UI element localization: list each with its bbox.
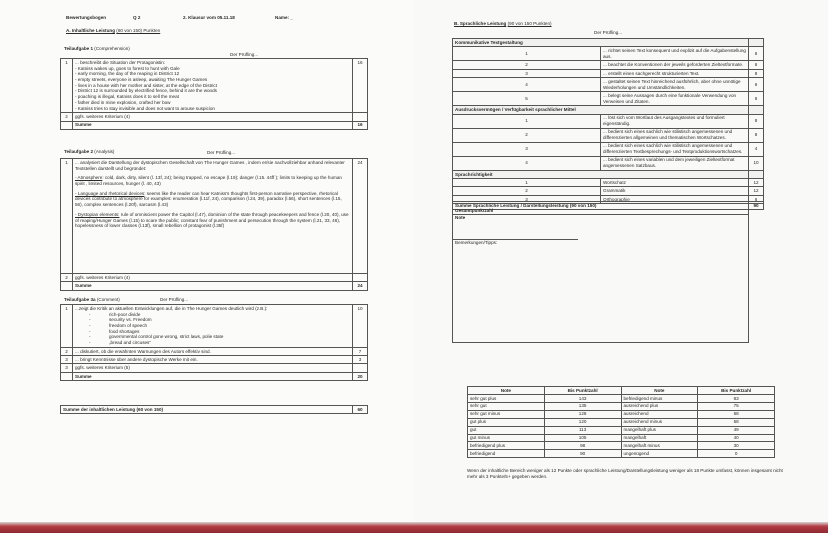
section-b-points: (90 von 150 Punkten) xyxy=(507,21,552,26)
grade-name: ausreichend plus xyxy=(621,402,698,410)
t2-dystopian: rule of omniscient power the Capitol (l.47), dominion of the state through peacekeepers and fence (l.20, 40), use of reaping/Hunger Games (l.15) to scare the public; constant fear of punishment and persecution through the system (l.21, 33, 46), hopelessness of lower classes (l.13f), small rebellion of protagonist (l.35f) xyxy=(75,211,349,229)
t2-atmosphere-heading: - Atmosphere xyxy=(75,175,103,181)
scan-edge xyxy=(0,522,828,533)
t2-subtitle: (Analysis) xyxy=(94,149,115,154)
pruefling-label: Der Prüfling... xyxy=(207,150,236,155)
row-number: 3 xyxy=(61,364,73,372)
t3-bullet: - security vs. Freedom xyxy=(75,317,350,323)
t1-line: - Katniss wakes up, goes to forest to hunt with Gale xyxy=(75,65,180,71)
grade-points: 0 xyxy=(698,450,775,458)
row-criterion: ... löst sich vom Wortlaut des Ausgangstextes und formuliert eigenständig. xyxy=(601,114,749,128)
grade-name: ausreichend xyxy=(621,410,698,418)
grade-name: sehr gut xyxy=(468,402,545,410)
row-number: 4 xyxy=(453,78,601,92)
row-criterion: ... diskutiert, ob die erwähnten Warnungen des Autors effektiv sind. xyxy=(73,347,353,355)
t2-sum: 24 xyxy=(353,282,368,290)
t2-criteria xyxy=(73,159,353,274)
grade-name: befriedigend plus xyxy=(468,442,545,450)
footnote: Wenn der inhaltliche Bereich weniger als 12 Punkte oder sprachliche Leistung/Darstellungsleistung weniger als 18 Punkte umfasst, können insgesamt nicht mehr als 3 Punkte/5+ gegeben werden. xyxy=(467,468,783,479)
t1-sum-label: Summe xyxy=(73,121,353,129)
t2-language-heading: - Language and rhetorical devices xyxy=(75,190,145,196)
table-row xyxy=(453,179,764,187)
row-number: 3 xyxy=(453,195,601,203)
grade-row xyxy=(468,394,775,402)
section-score-cell xyxy=(749,106,764,114)
row-number: 2 xyxy=(453,187,601,195)
t2-sum-label: Summe xyxy=(73,282,353,290)
t2-intro: ... analysiert die Darstellung der dystopischen Gesellschaft von The Hunger Games , indem er/sie nachvollziehbar anhand relevanter Textstellen darstellt und begründet: xyxy=(75,159,345,171)
grade-points: 113 xyxy=(544,426,621,434)
table-row xyxy=(453,47,764,61)
grade-label: Note xyxy=(455,215,466,220)
grade-points: 83 xyxy=(698,394,775,402)
language-table xyxy=(452,38,764,204)
section-header xyxy=(453,106,764,114)
grade-name: gut minus xyxy=(468,434,545,442)
t2-table: 1 ... analysiert die Darstellung der dystopischen Gesellschaft von The Hunger Games , indem er/sie nachvollziehbar anhand relevanter Textstellen darstellt und begründet: - Atmosphere: cold, dark, dirty, silent (l. 13f, 24); being trapped, no escape (l.19); danger (l.15. 44ff ); limits to keeping up the human spirit , limited resources, hunger (l. 40, 43) - Language and rhetorical devices: seems like the reader can hear Katniss's thoughts first-person narrative perspective, rhetorical devices contribute to atmosphere for examples: enumeration (l.11f, 24), comparison (l.24, 39), paradox (l.56), short sentences (l.15, 56), complex sentences (l.20f), sarcasm (l.43) - Dystopian elements: rule of omniscient power the Capitol (l.47), dominion of the state through peacekeepers and fence (l.20, 40), use of reaping/Hunger Games (l.15) to scare the public; constant fear of punishment and persecution through the system (l.21, 33, 46), hopelessness of lower classes (l.13f), small rebellion of protagonist (l.35f) 24 2 ggfs. weiteres Kriterium (4) Summe 24 xyxy=(60,158,368,291)
t3-bullet: - food shortages xyxy=(75,329,350,335)
section-a-points: (60 von 150) Punkten xyxy=(116,28,161,33)
row-score: 7 xyxy=(353,347,368,355)
row-score xyxy=(353,364,368,372)
t2-language: : seems like the reader can hear Katniss's thoughts first-person narrative perspective, rhetorical devices contribute to atmosphere for examples: enumeration (l.11f, 24), comparison (l.24, 39), paradox (l.56), short sentences (l.15, 56), complex sentences (l.20f), sarcasm (l.43) xyxy=(75,190,342,208)
total-score-label: Gesamtpunktzahl xyxy=(455,208,494,213)
grade-name: mangelhaft plus xyxy=(621,426,698,434)
t1-line: - early morning, the day of the reaping in District 12 xyxy=(75,71,180,77)
row-criterion: ... bringt Kenntnisse über andere dystopische Werke mit ein. xyxy=(73,356,353,364)
grade-points: 75 xyxy=(698,402,775,410)
row-score: 3 xyxy=(353,356,368,364)
table-row xyxy=(453,142,764,156)
row-criterion: Orthographie xyxy=(601,195,749,203)
pruefling-label: Der Prüfling... xyxy=(230,52,259,57)
grade-table xyxy=(467,386,775,458)
row-score: 4 xyxy=(749,142,764,156)
content-total-label: Summe der inhaltlichen Leistung (60 von 150) xyxy=(61,406,353,414)
section-header xyxy=(453,39,764,47)
section-score-cell xyxy=(749,170,764,178)
row-score: 6 xyxy=(749,78,764,92)
section-header xyxy=(453,170,764,178)
grade-name: sehr gut minus xyxy=(468,410,545,418)
row-number: 5 xyxy=(453,92,601,106)
t1-line: ... beschreibt die Situation der Protagonistin: xyxy=(75,59,166,65)
table-row xyxy=(453,114,764,128)
t2-atmosphere: : cold, dark, dirty, silent (l. 13f, 24); being trapped, no escape (l.19); danger (l.15. 44ff ); limits to keeping up the human spirit , limited resources, hunger (l. 40, 43) xyxy=(75,175,342,186)
row-score: 12 xyxy=(749,187,764,195)
grade-row xyxy=(468,434,775,442)
row-score: 12 xyxy=(749,179,764,187)
grade-header: Note xyxy=(468,387,545,395)
grade-points: 68 xyxy=(698,410,775,418)
t1-line: - District 12 is surrounded by electrified fence, behind it are the woods xyxy=(75,88,217,94)
section-title: Ausdrucksvermögen / Verfügbarkeit sprachlicher Mittel xyxy=(453,106,749,114)
grade-points: 105 xyxy=(544,434,621,442)
t3-table: 1 ...zeigt die Kritik an aktuellen Entwicklungen auf, die in The Hunger Games deutlich wird (z.B.): - rich-poor divide - security vs. Freedom - freedom of speech - food shortages - governmental control gone wrong, strict laws, polie state - „bread and circuses“ 10 2 ... diskutiert, ob die erwähnten Warnungen des Autors effektiv sind. 7 3 ... bringt Kenntnisse über andere dystopische Werke mit ein. 3 3 ggfs. weiteres Kriterium (5) Summe 20 xyxy=(60,304,368,381)
grade-points: 58 xyxy=(698,418,775,426)
grade-row xyxy=(468,418,775,426)
t2-extra-criterion: ggfs. weiteres Kriterium (4) xyxy=(73,274,353,282)
table-row xyxy=(453,92,764,106)
row-number: 2 xyxy=(453,61,601,69)
grade-name: sehr gut plus xyxy=(468,394,545,402)
grade-row xyxy=(468,410,775,418)
t1-sum: 16 xyxy=(353,121,368,129)
t3-bullet: - governmental control gone wrong, strict laws, polie state xyxy=(75,334,350,340)
grade-row xyxy=(468,450,775,458)
t1-line: - empty streets, everyone is asleep, awaiting The Hunger Games xyxy=(75,77,208,82)
row-number xyxy=(61,372,73,380)
row-criterion: ... beachtet die Konventionen der jeweils geforderten Zieltextformate. xyxy=(601,61,749,69)
grade-name: befriedigend minus xyxy=(621,394,698,402)
content-total-score: 60 xyxy=(353,406,368,414)
t3-title: Teilaufgabe 3a xyxy=(64,297,96,302)
table-row xyxy=(61,364,368,372)
t1-line: - lives in a house with her mother and sister, at the edge of the District xyxy=(75,82,217,88)
t1-table: 1 ... beschreibt die Situation der Protagonistin: - Katniss wakes up, goes to forest to hunt with Gale - early morning, the day of the reaping in District 12 - empty streets, everyone is asleep, awaiting The Hunger Games - lives in a house with her mother and sister, at the edge of the District - District 12 is surrounded by electrified fence, behind it are the woods - poaching is illegal, Katniss does it to sell the meat - father died in mine explosion, crafted her bow - Katniss tries to stay invisible and does not want to arouse suspicion 16 2 ggfs. weiteres Kriterium (4) Summe 16 xyxy=(60,58,368,130)
form-title: Bewertungsbogen xyxy=(66,15,107,20)
row-criterion: Wortschatz xyxy=(601,179,749,187)
row-number: 3 xyxy=(453,142,601,156)
row-number: 2 xyxy=(453,128,601,142)
table-row xyxy=(61,356,368,364)
grade-name: befriedigend xyxy=(468,450,545,458)
row-number: 3 xyxy=(453,69,601,77)
table-row xyxy=(453,78,764,92)
t1-line: - father died in mine explosion, crafted her bow xyxy=(75,99,171,105)
row-score: 8 xyxy=(749,69,764,77)
row-score: 6 xyxy=(749,92,764,106)
table-row xyxy=(453,128,764,142)
row-criterion: ggfs. weiteres Kriterium (5) xyxy=(73,364,353,372)
table-row xyxy=(61,347,368,355)
grade-row xyxy=(468,402,775,410)
t3-bullet: - rich-poor divide xyxy=(75,312,350,318)
grade-points: 120 xyxy=(544,418,621,426)
t1-line: - poaching is illegal, Katniss does it to sell the meat xyxy=(75,94,179,100)
t2-score: 24 xyxy=(353,159,368,274)
row-score: 6 xyxy=(749,47,764,61)
grade-name: ausreichend minus xyxy=(621,418,698,426)
language-sum-score: 90 xyxy=(749,202,764,210)
t3-bullet: - freedom of speech xyxy=(75,323,350,329)
t2-title: Teilaufgabe 2 xyxy=(64,149,94,154)
grade-row xyxy=(468,442,775,450)
section-score-cell xyxy=(749,39,764,47)
section-b-title: B. Sprachliche Leistung xyxy=(454,21,507,26)
grade-header: Note xyxy=(621,387,698,395)
t1-line: - Katniss tries to stay invisible and does not want to arouse suspicion xyxy=(75,105,215,111)
t3-sum: 20 xyxy=(353,372,368,380)
section-a-title: A. Inhaltliche Leistung xyxy=(66,28,116,33)
t3-subtitle: (Comment) xyxy=(96,297,120,302)
language-sum-label: Summe Sprachliche Leistung / Darstellungsleistung (90 von 150) xyxy=(453,202,749,210)
table-row xyxy=(453,61,764,69)
grade-name: gut plus xyxy=(468,418,545,426)
row-number: 1 xyxy=(453,179,601,187)
t1-title: Teilaufgabe 1 xyxy=(64,46,94,51)
t3-score: 10 xyxy=(353,305,368,348)
grade-points: 49 xyxy=(698,426,775,434)
t3-intro: ...zeigt die Kritik an aktuellen Entwicklungen auf, die in The Hunger Games deutlich wird (z.B.): xyxy=(75,305,268,311)
grade-points: 128 xyxy=(544,410,621,418)
notes-box[interactable] xyxy=(452,215,749,343)
row-number: 1 xyxy=(453,47,601,61)
grade-name: mangelhaft minus xyxy=(621,442,698,450)
row-number: 2 xyxy=(61,347,73,355)
right-page xyxy=(414,0,828,522)
t3-sum-row xyxy=(61,372,368,380)
grade-row xyxy=(468,426,775,434)
remarks-label: Bemerkungen/Tipps: xyxy=(455,240,498,245)
row-score: 6 xyxy=(749,61,764,69)
row-criterion: ... belegt seine Aussagen durch eine funktionale Verwendung von Verweisen und Zitaten. xyxy=(601,92,749,106)
row-score: 8 xyxy=(749,128,764,142)
table-row xyxy=(453,187,764,195)
grade-points: 30 xyxy=(698,442,775,450)
row-criterion: ... bedient sich eines sachlich wie stilistisch angemessenen und differenzierten Textbesprechungs- und Textproduktionswortschatzes. xyxy=(601,142,749,156)
t2-dystopian-heading: - Dystopian elements: xyxy=(75,211,120,217)
grade-points: 143 xyxy=(544,394,621,402)
t3-sum-label: Summe xyxy=(73,372,353,380)
row-criterion: ... bedient sich eines variablen und dem jeweiligen Zieltextformat angemessenen Satzbaus. xyxy=(601,156,749,170)
grade-header-row xyxy=(468,387,775,395)
grade-header: Bis Punktzahl xyxy=(544,387,621,395)
row-number: 3 xyxy=(61,356,73,364)
row-criterion: ... richtet seinen Text konsequent und explizit auf die Aufgabenstellung aus. xyxy=(601,47,749,61)
t1-extra-criterion: ggfs. weiteres Kriterium (4) xyxy=(73,113,353,121)
course: Q 2 xyxy=(133,15,141,20)
t1-criteria xyxy=(73,59,353,113)
grade-name: mangelhaft xyxy=(621,434,698,442)
row-criterion: ... bedient sich eines sachlich wie stilistisch angemessenen und differenzierten allgemeinen und thematischen Wortschatzes. xyxy=(601,128,749,142)
grade-header: Bis Punktzahl xyxy=(698,387,775,395)
name-field[interactable]: Name: _ xyxy=(275,15,293,20)
left-page xyxy=(0,0,414,522)
t1-subtitle: (Comprehension) xyxy=(94,46,130,51)
row-criterion: Grammatik xyxy=(601,187,749,195)
section-title: Kommunikative Textgestaltung xyxy=(453,39,749,47)
row-criterion: ... gestaltet seinen Text hinreichend ausführlich, aber ohne unnötige Wiederholungen und Umständlichkeiten. xyxy=(601,78,749,92)
grade-points: 90 xyxy=(544,450,621,458)
row-number: 1 xyxy=(453,114,601,128)
row-score: 10 xyxy=(749,156,764,170)
table-row xyxy=(453,69,764,77)
exam-label: 2. Klausur vom 05.11.18 xyxy=(183,15,235,20)
row-criterion: ... erstellt einen sachgerecht strukturierten Text. xyxy=(601,69,749,77)
section-title: Sprachrichtigkeit xyxy=(453,170,749,178)
pruefling-label: Der Prüfling... xyxy=(160,297,189,302)
grade-name: ungenügend xyxy=(621,450,698,458)
row-score: 8 xyxy=(749,114,764,128)
content-total xyxy=(60,405,368,414)
table-row xyxy=(453,156,764,170)
grade-points: 98 xyxy=(544,442,621,450)
t3-bullet: - „bread and circuses“ xyxy=(75,340,350,346)
t3-criteria xyxy=(73,305,353,348)
row-number: 4 xyxy=(453,156,601,170)
row-score: 6 xyxy=(749,195,764,203)
t1-score: 16 xyxy=(353,59,368,113)
grade-points: 40 xyxy=(698,434,775,442)
grade-points: 135 xyxy=(544,402,621,410)
grade-name: gut xyxy=(468,426,545,434)
pruefling-label: Der Prüfling... xyxy=(594,30,623,35)
